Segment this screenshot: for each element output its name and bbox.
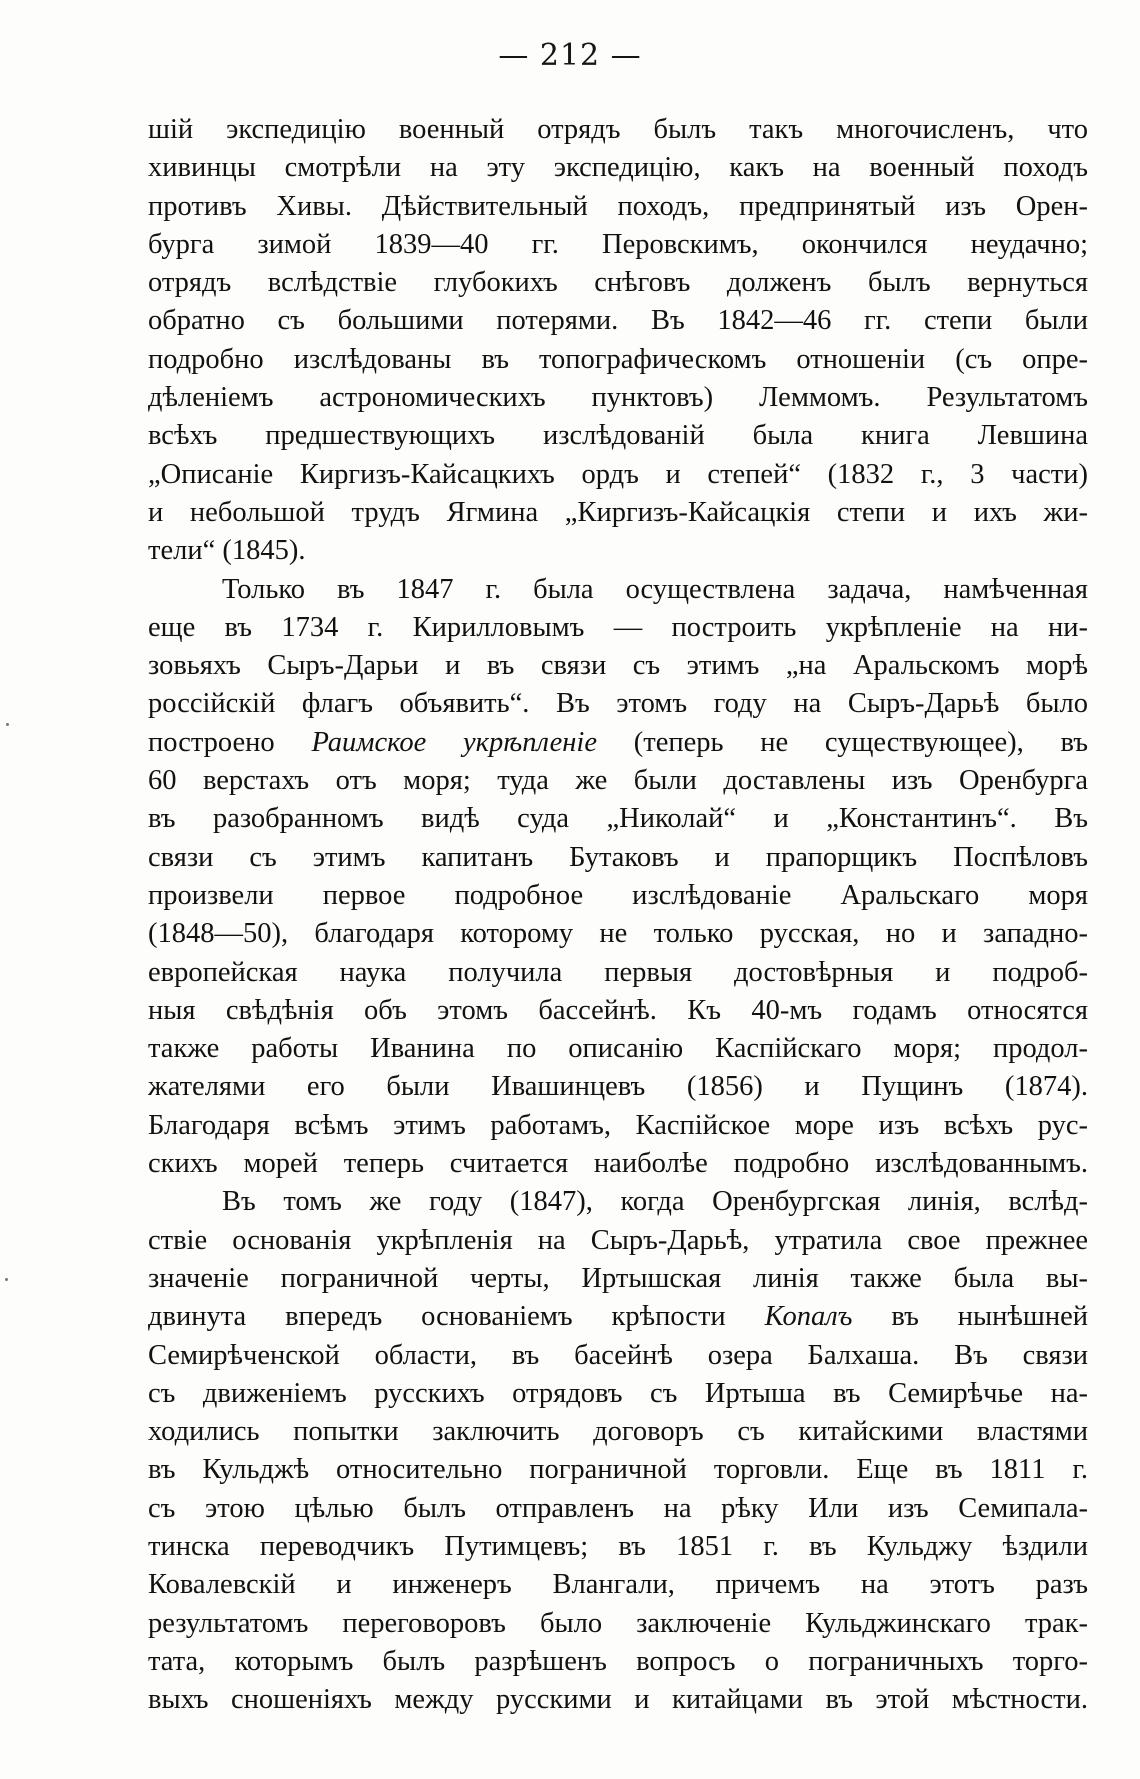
text-line: дѣленіемъ астрономическихъ пунктовъ) Леммомъ. Результатомъ: [148, 382, 1088, 414]
italic-term: Раимское укрѣпленіе: [311, 726, 597, 758]
text-line: тели“ (1845).: [148, 535, 306, 567]
text-line: ныя свѣдѣнія объ этомъ бассейнѣ. Къ 40-мъ годамъ относятся: [148, 994, 1088, 1026]
text-line: зовьяхъ Сыръ-Дарьи и въ связи съ этимъ „на Аральскомъ морѣ: [148, 650, 1088, 682]
italic-term: Копалъ: [764, 1301, 853, 1333]
text-line: (1848—50), благодаря которому не только русская, но и западно-: [148, 918, 1088, 950]
text-line: подробно изслѣдованы въ топографическомъ отношеніи (съ опре-: [148, 343, 1088, 375]
text-line: въ Кульджѣ относительно пограничной торговли. Еще въ 1811 г.: [148, 1454, 1088, 1486]
text-line: шій экспедицію военный отрядъ былъ такъ многочисленъ, что: [148, 114, 1088, 145]
text-line: „Описаніе Киргизъ-Кайсацкихъ ордъ и степей“ (1832 г., 3 части): [148, 458, 1088, 490]
text-line: тата, которымъ былъ разрѣшенъ вопросъ о пограничныхъ торго-: [148, 1645, 1088, 1677]
text-line: съ движеніемъ русскихъ отрядовъ съ Иртыша въ Семирѣчье на-: [148, 1377, 1088, 1409]
paragraph-1: [148, 111, 1088, 571]
paragraph-3: [148, 1183, 1088, 1719]
text-line: съ этою цѣлью былъ отправленъ на рѣку Или изъ Семипала-: [148, 1492, 1088, 1524]
text-line: и небольшой трудъ Ягмина „Киргизъ-Кайсацкія степи и ихъ жи-: [148, 496, 1088, 528]
text-line: противъ Хивы. Дѣйствительный походъ, предпринятый изъ Орен-: [148, 190, 1088, 222]
text-line: связи съ этимъ капитанъ Бутаковъ и прапорщикъ Поспѣловъ: [148, 841, 1088, 873]
text-line: Семирѣченской области, въ басейнѣ озера Балхаша. Въ связи: [148, 1339, 1088, 1371]
text-line: хивинцы смотрѣли на эту экспедицію, какъ на военный походъ: [148, 152, 1088, 184]
text-line: результатомъ переговоровъ было заключеніе Кульджинскаго трак-: [148, 1607, 1088, 1639]
text-line: двинута впередъ основаніемъ крѣпости Копалъ въ нынѣшней: [148, 1301, 1088, 1333]
scan-speck: [6, 723, 9, 726]
text-line: еще въ 1734 г. Кирилловымъ — построить укрѣпленіе на ни-: [148, 611, 1088, 643]
text-line: Только въ 1847 г. была осуществлена задача, намѣченная: [222, 573, 1088, 605]
text-line: всѣхъ предшествующихъ изслѣдованій была книга Левшина: [148, 420, 1088, 452]
text-line: россійскій флагъ объявить“. Въ этомъ году на Сыръ-Дарьѣ было: [148, 688, 1088, 720]
text-line: ствіе основанія укрѣпленія на Сыръ-Дарьѣ, утратила свое прежнее: [148, 1224, 1088, 1256]
text-line: въ разобранномъ видѣ суда „Николай“ и „Константинъ“. Въ: [148, 803, 1088, 835]
text-line: тинска переводчикъ Путимцевъ; въ 1851 г. въ Кульджу ѣздили: [148, 1530, 1088, 1562]
page-number: — 212 —: [498, 38, 642, 73]
text-line: ходились попытки заключить договоръ съ китайскими властями: [148, 1416, 1088, 1448]
body-text: [148, 111, 1088, 1719]
text-line: выхъ сношеніяхъ между русскими и китайцами въ этой мѣстности.: [148, 1684, 1088, 1716]
text-line: отрядъ вслѣдствіе глубокихъ снѣговъ долженъ былъ вернуться: [148, 267, 1088, 299]
text-line: значеніе пограничной черты, Иртышская линія также была вы-: [148, 1262, 1088, 1294]
text-line: также работы Иванина по описанію Каспійскаго моря; продол-: [148, 1033, 1088, 1065]
text-line: скихъ морей теперь считается наиболѣе подробно изслѣдованнымъ.: [148, 1148, 1088, 1180]
text-line: Благодаря всѣмъ этимъ работамъ, Каспійское море изъ всѣхъ рус-: [148, 1109, 1088, 1141]
text-line: европейская наука получила первыя достовѣрныя и подроб-: [148, 956, 1088, 988]
paragraph-2: [148, 571, 1088, 1184]
text-line: произвели первое подробное изслѣдованіе Аральскаго моря: [148, 879, 1088, 911]
text-line: бурга зимой 1839—40 гг. Перовскимъ, окончился неудачно;: [148, 228, 1088, 260]
text-line: жателями его были Ивашинцевъ (1856) и Пущинъ (1874).: [148, 1071, 1088, 1103]
scan-speck: [5, 1278, 8, 1281]
text-line: Ковалевскій и инженеръ Влангали, причемъ на этотъ разъ: [148, 1569, 1088, 1601]
text-line: обратно съ большими потерями. Въ 1842—46 гг. степи были: [148, 305, 1088, 337]
text-line: 60 верстахъ отъ моря; туда же были доставлены изъ Оренбурга: [148, 765, 1088, 797]
text-line: построено Раимское укрѣпленіе (теперь не существующее), въ: [148, 726, 1088, 758]
text-line: Въ томъ же году (1847), когда Оренбургская линія, вслѣд-: [222, 1186, 1088, 1218]
